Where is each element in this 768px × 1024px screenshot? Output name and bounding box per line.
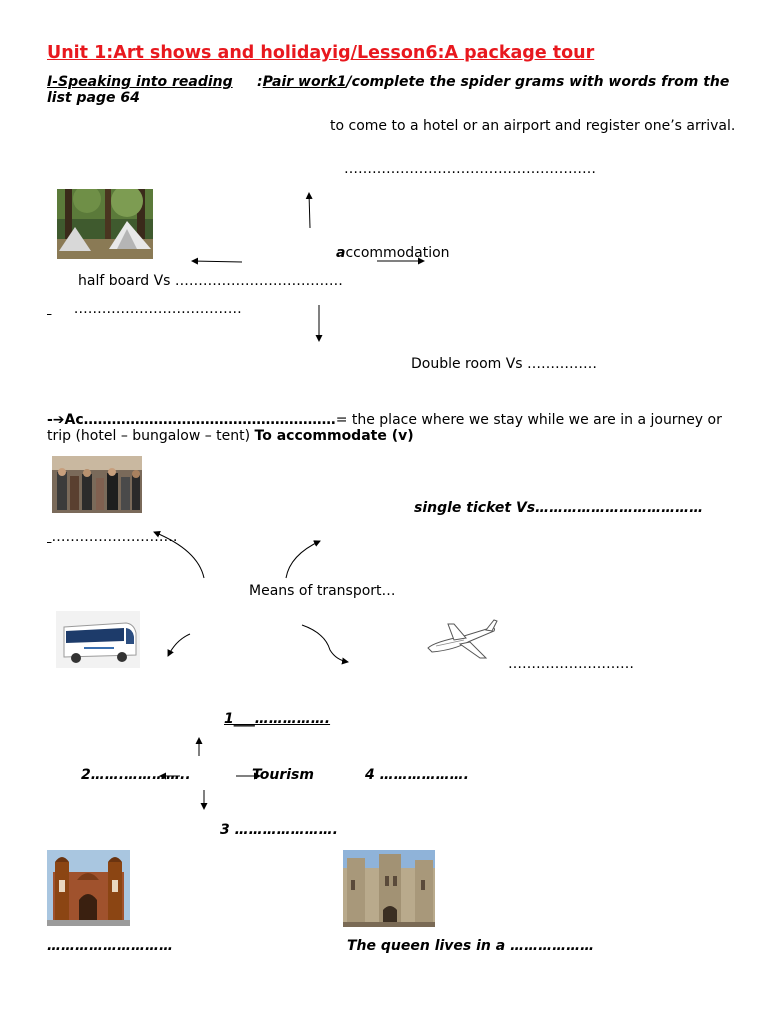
tourism-item-2: 2…….…………..: [81, 767, 191, 783]
instruction-part3: /complete the spider grams with words from the list page 64: [47, 74, 730, 106]
tourism-item-1-text: 1___…………….: [224, 711, 331, 727]
arrow-transport-downleft: [168, 634, 190, 656]
arrival-definition-text: to come to a hotel or an airport and register one’s arrival.: [330, 118, 736, 134]
dots-bottom-left: ………………………: [47, 938, 173, 954]
half-board-label: half board Vs ………………………………: [78, 273, 343, 289]
arrow-up-accommodation: [309, 193, 310, 228]
ac-text: = the place where we stay while we are in a journey or trip (hotel – bungalow – tent): [47, 412, 722, 444]
tourism-center: Tourism: [252, 767, 314, 783]
double-room-label: Double room Vs ……………: [411, 356, 598, 372]
page-title: Unit 1:Art shows and holidayig/Lesson6:A package tour: [47, 43, 595, 63]
dots-left-text: ………………………………: [73, 301, 242, 317]
arrow-transport-upright: [286, 541, 320, 578]
arrow-transport-upleft: [154, 532, 204, 578]
instruction-part2: Pair work1: [262, 74, 347, 90]
queen-sentence: The queen lives in a ………………: [347, 938, 595, 954]
accommodation-first-letter: a: [336, 245, 346, 261]
dots-top: ………………………………………………: [344, 161, 596, 177]
tourism-item-3: 3 ………………….: [220, 822, 338, 838]
instruction-sep: :: [232, 74, 263, 90]
means-of-transport-label: Means of transport…: [249, 583, 396, 599]
accommodation-rest: ccommodation: [345, 245, 450, 261]
arrow-transport-downright: [302, 625, 348, 662]
ac-verb: To accommodate (v): [254, 428, 414, 444]
arrow-left-accommodation: [192, 261, 242, 262]
dots-station-text: ………………………: [51, 529, 178, 545]
ac-prefix: -➔Ac………………………………………………: [47, 412, 336, 428]
tourism-item-4: 4 ……………….: [365, 767, 469, 783]
dots-plane: ………………………: [508, 656, 634, 672]
single-ticket-label: single ticket Vs………………………………: [414, 500, 704, 516]
instruction-part1: I-Speaking into reading: [47, 74, 233, 90]
